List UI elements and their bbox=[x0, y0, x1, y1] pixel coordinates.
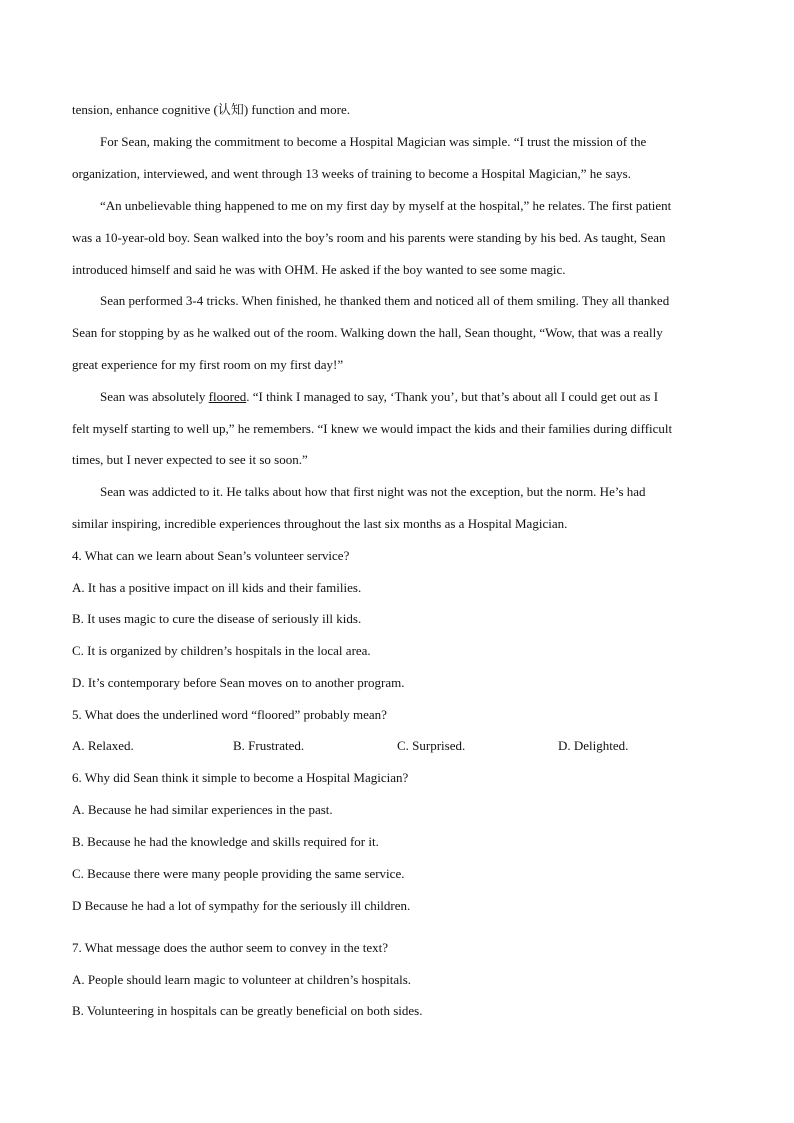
passage-line: great experience for my first room on my first day!” bbox=[72, 357, 344, 372]
question-stem: 4. What can we learn about Sean’s volunteer service? bbox=[72, 548, 350, 563]
passage-line: introduced himself and said he was with OHM. He asked if the boy wanted to see some magic. bbox=[72, 262, 566, 277]
answer-option: A. It has a positive impact on ill kids and their families. bbox=[72, 580, 362, 595]
answer-option: C. Because there were many people providing the same service. bbox=[72, 866, 405, 881]
passage-text: . “I think I managed to say, ‘Thank you’, but that’s about all I could get out as I bbox=[246, 389, 659, 404]
answer-option: A. Relaxed. bbox=[72, 738, 134, 753]
question-stem: 7. What message does the author seem to convey in the text? bbox=[72, 940, 388, 955]
answer-option: B. Frustrated. bbox=[233, 738, 305, 753]
passage-text: Sean was absolutely bbox=[100, 389, 209, 404]
passage-line: felt myself starting to well up,” he remembers. “I knew we would impact the kids and their families during difficult bbox=[72, 421, 673, 436]
passage-line: tension, enhance cognitive (认知) function and more. bbox=[72, 102, 350, 117]
answer-option: B. Volunteering in hospitals can be greatly beneficial on both sides. bbox=[72, 1003, 423, 1018]
underlined-word: floored bbox=[208, 389, 247, 404]
passage-line: organization, interviewed, and went through 13 weeks of training to become a Hospital Magician,” he says. bbox=[72, 166, 631, 181]
passage-line: Sean was addicted to it. He talks about how that first night was not the exception, but the norm. He’s had bbox=[100, 484, 646, 499]
passage-line: For Sean, making the commitment to become a Hospital Magician was simple. “I trust the mission of the bbox=[100, 134, 647, 149]
answer-option: A. Because he had similar experiences in the past. bbox=[72, 802, 333, 817]
passage-line: was a 10-year-old boy. Sean walked into the boy’s room and his parents were standing by his bed. As taught, Sean bbox=[72, 230, 666, 245]
passage-line: “An unbelievable thing happened to me on my first day by myself at the hospital,” he relates. The first patient bbox=[100, 198, 672, 213]
answer-option: B. It uses magic to cure the disease of seriously ill kids. bbox=[72, 611, 362, 626]
passage-line: Sean performed 3-4 tricks. When finished, he thanked them and noticed all of them smiling. They all thanked bbox=[100, 293, 670, 308]
passage-line: similar inspiring, incredible experiences throughout the last six months as a Hospital Magician. bbox=[72, 516, 568, 531]
passage-line: times, but I never expected to see it so soon.” bbox=[72, 452, 308, 467]
answer-option: D. Delighted. bbox=[558, 738, 629, 753]
answer-option: B. Because he had the knowledge and skills required for it. bbox=[72, 834, 379, 849]
passage-line: Sean for stopping by as he walked out of the room. Walking down the hall, Sean thought, “Wow, that was a really bbox=[72, 325, 663, 340]
question-stem: 5. What does the underlined word “floored” probably mean? bbox=[72, 707, 387, 722]
answer-option: A. People should learn magic to volunteer at children’s hospitals. bbox=[72, 972, 412, 987]
answer-option: D Because he had a lot of sympathy for the seriously ill children. bbox=[72, 898, 411, 913]
answer-option: D. It’s contemporary before Sean moves on to another program. bbox=[72, 675, 405, 690]
answer-option: C. Surprised. bbox=[397, 738, 466, 753]
question-stem: 6. Why did Sean think it simple to become a Hospital Magician? bbox=[72, 770, 409, 785]
passage-line-floored bbox=[100, 389, 722, 405]
answer-option: C. It is organized by children’s hospitals in the local area. bbox=[72, 643, 371, 658]
